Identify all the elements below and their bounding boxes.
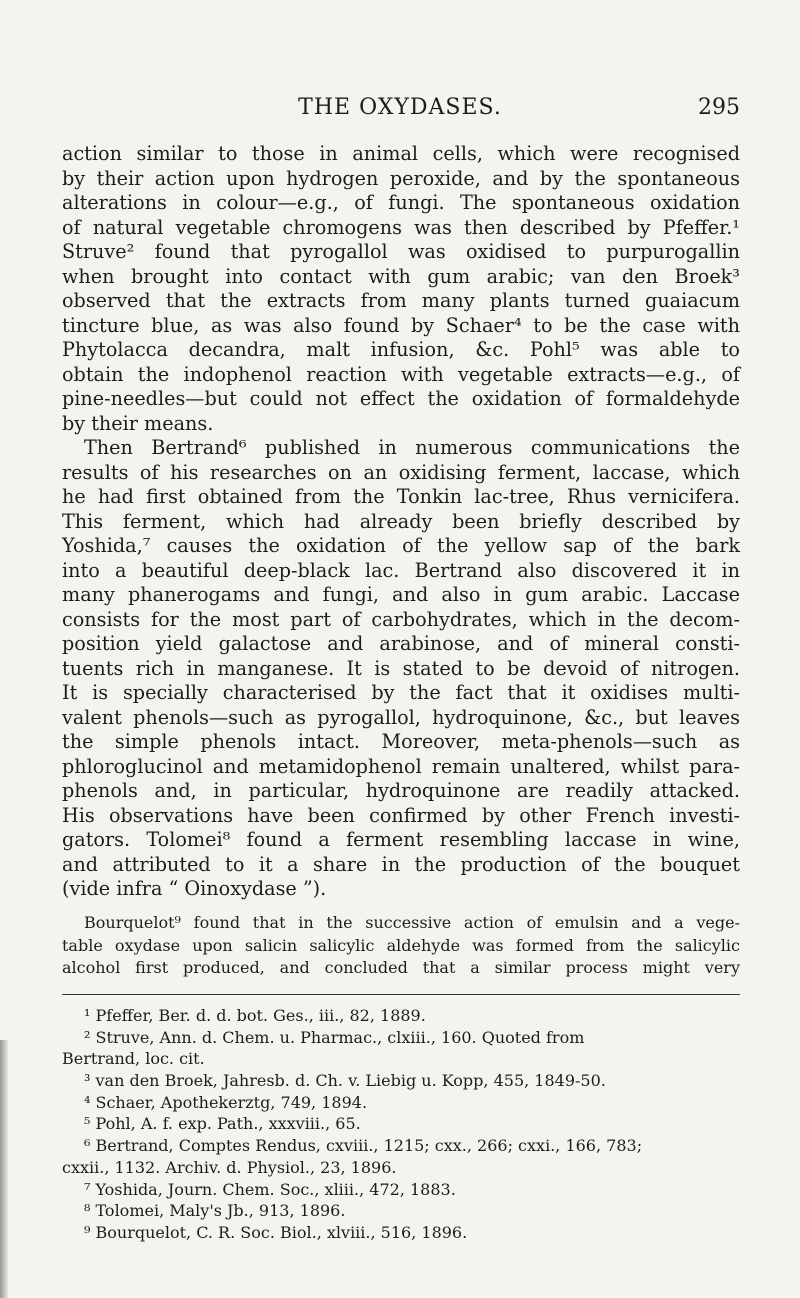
text-line: by their means. — [62, 411, 214, 435]
text-line: valent phenols—such as pyrogallol, hydroquinone, &c., but leaves — [62, 705, 740, 729]
text-line: pine-needles—but could not effect the oxidation of formaldehyde — [62, 387, 740, 410]
text-line: into a beautiful deep-black lac. Bertrand also discovered it in — [62, 558, 740, 582]
text-line: This ferment, which had already been briefly described by — [62, 509, 740, 533]
text-line: phenols and, in particular, hydroquinone are readily attacked. — [62, 779, 740, 802]
small-text-line: Bourquelot⁹ found that in the successive action of emulsin and a vege- — [84, 913, 740, 932]
text-line: Struve² found that pyrogallol was oxidised to purpurogallin — [62, 240, 740, 263]
text-line: gators. Tolomei⁸ found a ferment resembling laccase in wine, — [62, 828, 740, 851]
text-line: action similar to those in animal cells, which were recognised — [62, 142, 740, 165]
footnotes — [62, 1005, 740, 1244]
text-line: alterations in colour—e.g., of fungi. The spontaneous oxidation — [62, 191, 740, 214]
text-line: many phanerogams and fungi, and also in gum arabic. Laccase — [62, 583, 740, 606]
footnote-line: ² Struve, Ann. d. Chem. u. Pharmac., clxiii., 160. Quoted from — [84, 1027, 585, 1047]
running-title: THE OXYDASES. — [298, 95, 502, 120]
text-line: Then Bertrand⁶ published in numerous communications the — [84, 436, 740, 459]
footnote-line: Bertrand, loc. cit. — [62, 1049, 205, 1069]
text-line: tincture blue, as was also found by Schaer⁴ to be the case with — [62, 313, 740, 337]
text-line: His observations have been confirmed by other French investi- — [62, 803, 740, 827]
text-line: observed that the extracts from many plants turned guaiacum — [62, 289, 740, 312]
text-line: (vide infra “ Oinoxydase ”). — [62, 877, 327, 900]
text-line: consists for the most part of carbohydrates, which in the decom- — [62, 607, 740, 631]
text-line: of natural vegetable chromogens was then described by Pfeffer.¹ — [62, 215, 740, 239]
text-line: Yoshida,⁷ causes the oxidation of the yellow sap of the bark — [62, 534, 740, 557]
text-line: he had first obtained from the Tonkin lac-tree, Rhus vernicifera. — [62, 485, 740, 508]
text-line: phloroglucinol and metamidophenol remain unaltered, whilst para- — [62, 754, 740, 778]
text-line: when brought into contact with gum arabic; van den Broek³ — [62, 264, 740, 288]
text-line: obtain the indophenol reaction with vegetable extracts—e.g., of — [62, 362, 740, 386]
text-line: position yield galactose and arabinose, and of mineral consti- — [62, 632, 740, 655]
footnote-line: ³ van den Broek, Jahresb. d. Ch. v. Liebig u. Kopp, 455, 1849-50. — [84, 1071, 606, 1091]
page-edge-shadow — [0, 1040, 8, 1298]
page-number: 295 — [698, 95, 740, 120]
text-line: tuents rich in manganese. It is stated to be devoid of nitrogen. — [62, 656, 740, 680]
footnote-line: ⁷ Yoshida, Journ. Chem. Soc., xliii., 472, 1883. — [84, 1179, 456, 1199]
text-line: Phytolacca decandra, malt infusion, &c. Pohl⁵ was able to — [62, 338, 740, 361]
footnote-line: ⁴ Schaer, Apothekerztg, 749, 1894. — [84, 1092, 368, 1112]
text-line: and attributed to it a share in the production of the bouquet — [62, 852, 740, 876]
text-line: results of his researches on an oxidising ferment, laccase, which — [62, 460, 740, 484]
main-text — [62, 142, 740, 902]
small-print-paragraph — [62, 912, 740, 980]
small-text-line: alcohol first produced, and concluded that a similar process might very — [62, 958, 740, 977]
text-line: It is specially characterised by the fact that it oxidises multi- — [62, 681, 740, 704]
text-line: by their action upon hydrogen peroxide, and by the spontaneous — [62, 166, 740, 190]
footnote-line: ⁸ Tolomei, Maly's Jb., 913, 1896. — [84, 1201, 346, 1221]
footnote-line: ⁶ Bertrand, Comptes Rendus, cxviii., 1215; cxx., 266; cxxi., 166, 783; — [84, 1136, 643, 1156]
small-text-line: table oxydase upon salicin salicylic aldehyde was formed from the salicylic — [62, 935, 740, 955]
footnote-line: ⁹ Bourquelot, C. R. Soc. Biol., xlviii., 516, 1896. — [84, 1222, 468, 1242]
footnote-line: cxxii., 1132. Archiv. d. Physiol., 23, 1896. — [62, 1157, 397, 1177]
footnote-line: ¹ Pfeffer, Ber. d. d. bot. Ges., iii., 82, 1889. — [84, 1006, 426, 1025]
footnote-divider — [62, 994, 740, 995]
text-line: the simple phenols intact. Moreover, meta-phenols—such as — [62, 730, 740, 753]
footnote-line: ⁵ Pohl, A. f. exp. Path., xxxviii., 65. — [84, 1114, 361, 1134]
